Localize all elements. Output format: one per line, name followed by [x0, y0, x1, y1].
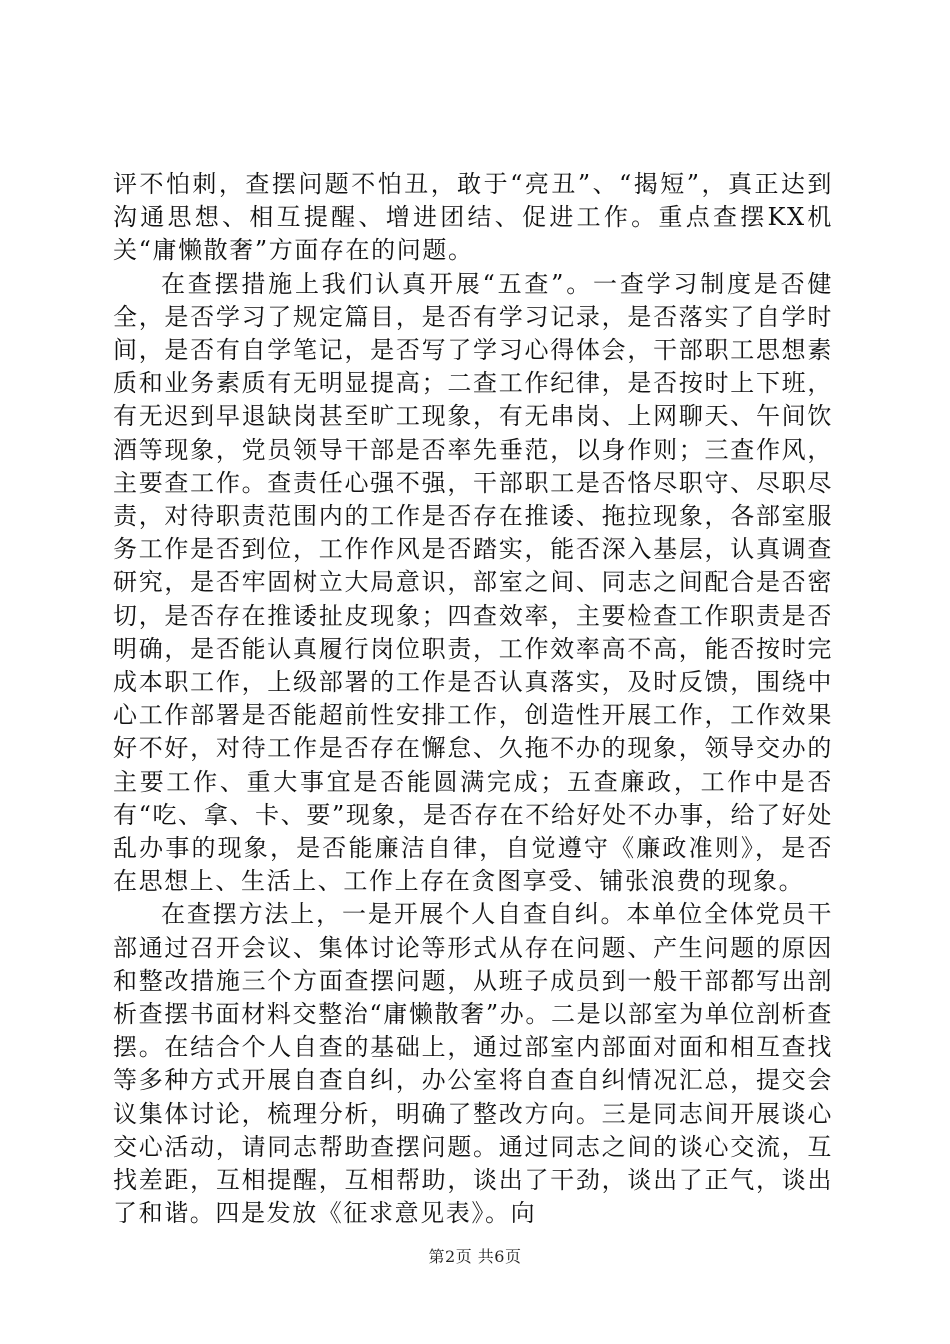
page-number-footer: 第2页 共6页 — [428, 1247, 522, 1266]
paragraph-five-checks: 在查摆措施上我们认真开展“五查”。一查学习制度是否健全，是否学习了规定篇目，是否有学习记录，是否落实了自学时间，是否有自学笔记，是否写了学习心得体会，干部职工思想素质和业务素质有无明显提高；二查工作纪律，是否按时上下班，有无迟到早退缺岗甚至旷工现象，有无串岗、上网聊天、午间饮酒等现象，党员领导干部是否率先垂范，以身作则；三查作风，主要查工作。查责任心强不强，干部职工是否恪尽职守、尽职尽责，对待职责范围内的工作是否存在推诿、拖拉现象，各部室服务工作是否到位，工作作风是否踏实，能否深入基层，认真调查研究，是否牢固树立大局意识，部室之间、同志之间配合是否密切，是否存在推诿扯皮现象；四查效率，主要检查工作职责是否明确，是否能认真履行岗位职责，工作效率高不高，能否按时完成本职工作，上级部署的工作是否认真落实，及时反馈，围绕中心工作部署是否能超前性安排工作，创造性开展工作，工作效果好不好，对待工作是否存在懈怠、久拖不办的现象，领导交办的主要工作、重大事宜是否能圆满完成；五查廉政，工作中是否有“吃、拿、卡、要”现象，是否存在不给好处不办事，给了好处乱办事的现象，是否能廉洁自律，自觉遵守《廉政准则》，是否在思想上、生活上、工作上存在贪图享受、铺张浪费的现象。 — [113, 269, 833, 896]
document-body — [113, 168, 833, 1231]
paragraph-continuation: 评不怕刺，查摆问题不怕丑，敢于“亮丑”、“揭短”，真正达到沟通思想、相互提醒、增进团结、促进工作。重点查摆KX机关“庸懒散奢”方面存在的问题。 — [113, 170, 833, 265]
paragraph-methods: 在查摆方法上，一是开展个人自查自纠。本单位全体党员干部通过召开会议、集体讨论等形式从存在问题、产生问题的原因和整改措施三个方面查摆问题，从班子成员到一般干部都写出剖析查摆书面材料交整治“庸懒散奢”办。二是以部室为单位剖析查摆。在结合个人自查的基础上，通过部室内部面对面和相互查找等多种方式开展自查自纠，办公室将自查自纠情况汇总，提交会议集体讨论，梳理分析，明确了整改方向。三是同志间开展谈心交心活动，请同志帮助查摆问题。通过同志之间的谈心交流，互找差距，互相提醒，互相帮助，谈出了干劲，谈出了正气，谈出了和谐。四是发放《征求意见表》。向 — [113, 900, 833, 1228]
